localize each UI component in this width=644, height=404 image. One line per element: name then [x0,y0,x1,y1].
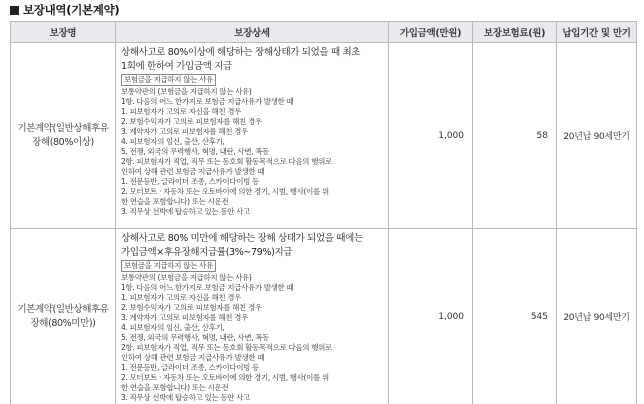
header-coverage-detail: 보장상세 [116,22,389,43]
coverage-name-line: 기본계약(일반상해후유 [17,122,109,134]
premium-cell: 58 [473,43,557,229]
exclusion-line: 3. 직무상 선박에 탑승하고 있는 동안 사고 [121,206,250,216]
exclusion-box-label: 보험금을 지급하지 않는 사유 [121,260,216,272]
coverage-detail-cell [116,229,389,404]
period-cell: 20년납 90세만기 [557,43,637,229]
exclusion-line: 1. 전문등반, 글라이더 조종, 스카이다이빙 등 [121,362,259,372]
exclusion-line: 4. 피보험자의 임신, 출산, 산후기, [121,136,225,146]
coverage-table [10,21,637,404]
coverage-detail-cell [116,43,389,229]
detail-lead-line: 가입금액×후유장해지급률(3%~79%)지급 [121,246,293,258]
coverage-name-cell [11,229,116,404]
header-coverage-name: 보장명 [11,22,116,43]
exclusion-line: 3. 계약자가 고의로 피보험자를 해친 경우 [121,126,248,136]
coverage-name-line: 장해(80%미만)) [30,317,96,329]
amount-cell: 1,000 [389,229,473,404]
period-cell: 20년납 90세만기 [557,229,637,404]
exclusion-line: 1항. 다음의 어느 한가지로 보험금 지급사유가 발생한 때 [121,282,294,292]
section-title-text: 보장내역(기본계약) [23,3,120,17]
exclusion-line: 1항. 다음의 어느 한가지로 보험금 지급사유가 발생한 때 [121,96,294,106]
exclusion-box-label: 보험금을 지급하지 않는 사유 [121,74,216,86]
exclusion-line: 인하여 상해 관련 보험금 지급사유가 발생한 때 [121,352,265,362]
table-row [11,43,637,229]
exclusion-line: 한 연습을 포함합니다) 또는 시운전 [121,382,229,392]
amount-cell: 1,000 [389,43,473,229]
table-header-row [11,22,637,43]
header-period: 납입기간 및 만기 [557,22,637,43]
exclusion-line: 3. 계약자가 고의로 피보험자를 해친 경우 [121,312,248,322]
exclusion-line: 1. 피보험자가 고의로 자신을 해친 경우 [121,292,242,302]
exclusion-line: 한 연습을 포함합니다) 또는 시운전 [121,196,229,206]
detail-lead-line: 상해사고로 80%이상에 해당하는 장해상태가 되었을 때 최초 [121,47,361,58]
exclusion-line: 4. 피보험자의 임신, 출산, 산후기, [121,322,225,332]
exclusion-line: 1. 전문등반, 글라이더 조종, 스카이다이빙 등 [121,176,259,186]
exclusion-list [121,273,383,403]
table-row [11,229,637,404]
exclusion-line: 2. 모터보트 · 자동차 또는 오토바이에 의한 경기, 시범, 행사(이를 위 [121,372,329,382]
premium-cell: 545 [473,229,557,404]
exclusion-line: 2항. 피보험자가 직업, 직무 또는 동호회 활동목적으로 다음의 행위로 [121,342,332,352]
exclusion-line: 2. 보험수익자가 고의로 피보험자를 해친 경우 [121,116,262,126]
exclusion-line: 3. 직무상 선박에 탑승하고 있는 동안 사고 [121,392,250,402]
exclusion-line: 인하여 상해 관련 보험금 지급사유가 발생한 때 [121,166,265,176]
header-amount: 가입금액(만원) [389,22,473,43]
detail-lead-line: 1회에 한하여 가입금액 지급 [121,60,232,72]
exclusion-line: 2. 모터보트 · 자동차 또는 오토바이에 의한 경기, 시범, 행사(이를 위 [121,186,329,196]
exclusion-line: 보통약관의 (보험금을 지급하지 않는 사유) [121,86,252,96]
exclusion-line: 보통약관의 (보험금을 지급하지 않는 사유) [121,272,252,282]
exclusion-list [121,87,383,217]
exclusion-line: 2. 보험수익자가 고의로 피보험자를 해친 경우 [121,302,262,312]
black-square-icon [10,6,19,15]
coverage-name-cell [11,43,116,229]
detail-lead-line: 상해사고로 80% 미만에 해당하는 장해 상태가 되었을 때에는 [121,233,363,244]
coverage-name-line: 장해(80%이상) [32,136,94,148]
exclusion-line: 1. 피보험자가 고의로 자신을 해친 경우 [121,106,242,116]
section-title [10,2,636,18]
exclusion-line: 5. 전쟁, 외국의 무력행사, 혁명, 내란, 사변, 폭동 [121,146,270,156]
exclusion-line: 2항. 피보험자가 직업, 직무 또는 동호회 활동목적으로 다음의 행위로 [121,156,332,166]
coverage-name-line: 기본계약(일반상해후유 [17,303,109,315]
header-premium: 보장보험료(원) [473,22,557,43]
exclusion-line: 5. 전쟁, 외국의 무력행사, 혁명, 내란, 사변, 폭동 [121,332,270,342]
